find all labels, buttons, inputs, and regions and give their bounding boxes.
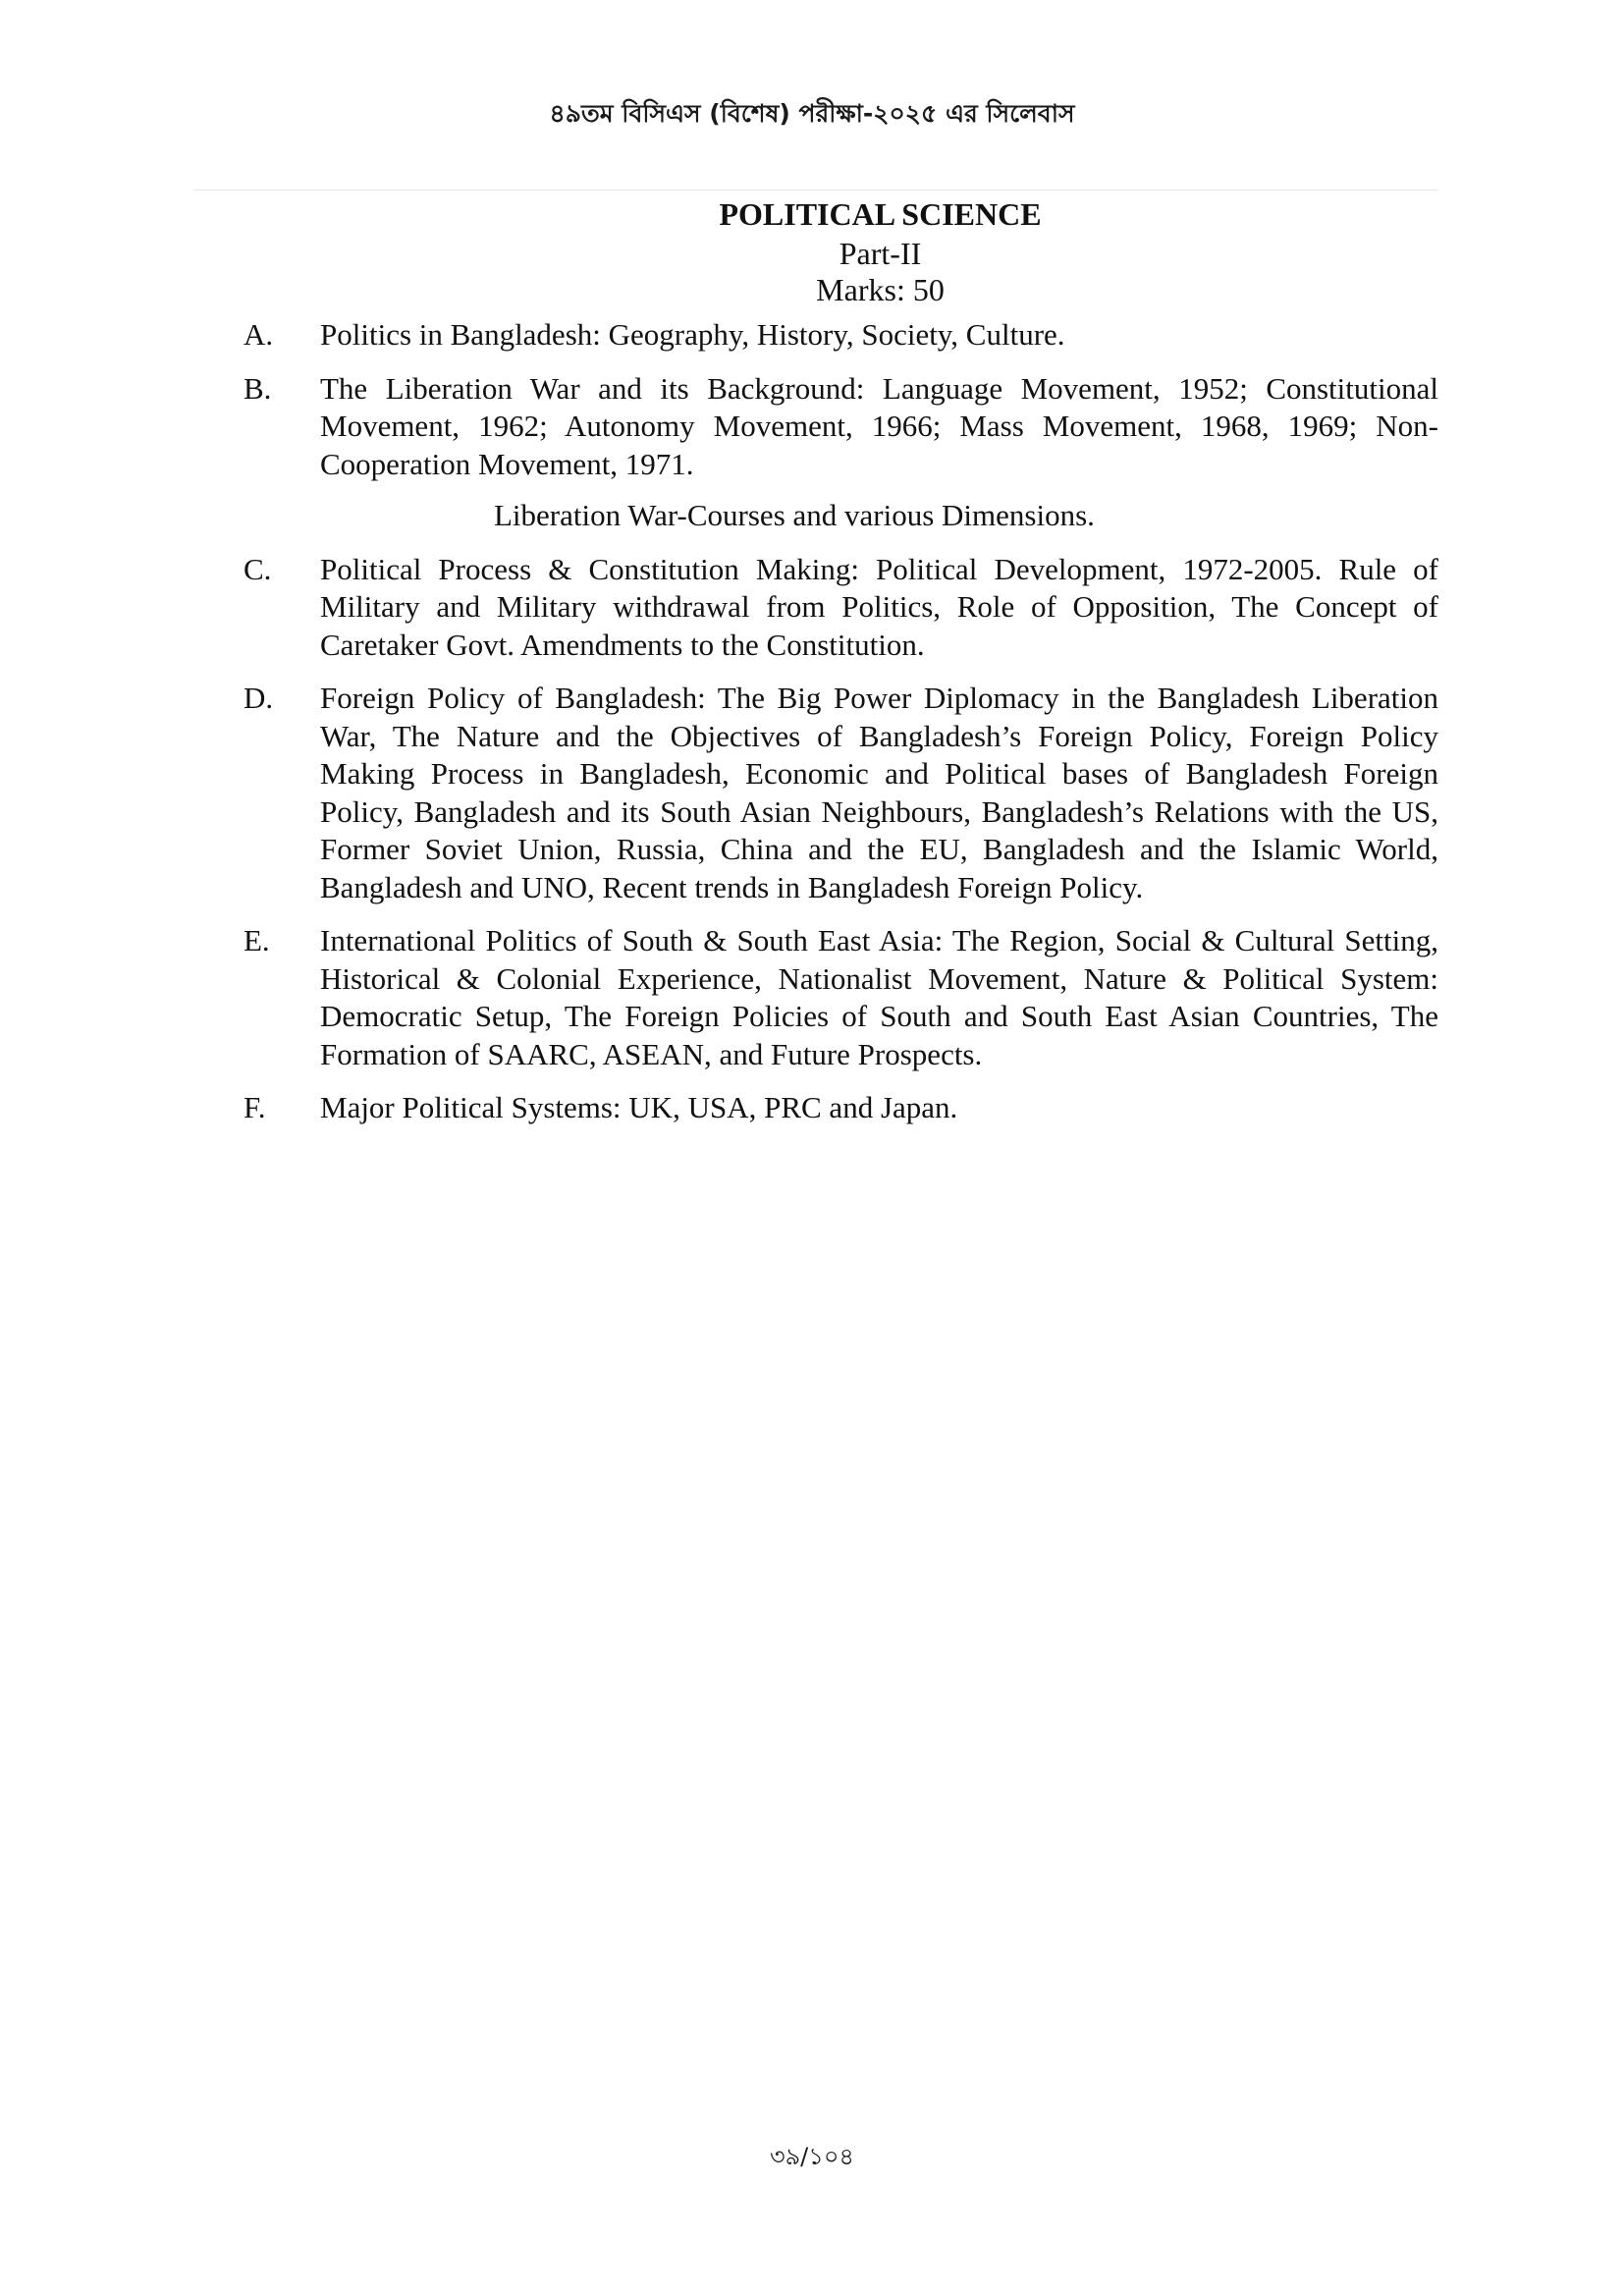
page-header: ৪৯তম বিসিএস (বিশেষ) পরীক্ষা-২০২৫ এর সিলেবাস [549, 99, 1075, 128]
syllabus-content [244, 193, 1438, 1143]
topic-item-e [244, 922, 1438, 1073]
topic-letter: D. [244, 681, 274, 715]
topic-text: The Liberation War and its Background: Language Movement, 1952; Constitutional Movement, 1962; Autonomy Movement, 1966; Mass Movement, 1968, 1969; Non-Cooperation Movement, 1971. [320, 370, 1438, 481]
header-divider [193, 190, 1438, 191]
topic-text: Major Political Systems: UK, USA, PRC and Japan. [320, 1090, 958, 1124]
topic-item-b [244, 370, 1438, 484]
topic-text: Foreign Policy of Bangladesh: The Big Power Diplomacy in the Bangladesh Liberation War, The Nature and the Objectives of Bangladesh’s Foreign Policy, Foreign Policy Making Process in Bangladesh, Economic and Political bases of Bangladesh Foreign Policy, Bangladesh and its South Asian Neighbours, Bangladesh’s Relations with the US, Former Soviet Union, Russia, China and the EU, Bangladesh and the Islamic World, Bangladesh and UNO, Recent trends in Bangladesh Foreign Policy. [320, 681, 1438, 904]
topic-item-f [244, 1089, 1438, 1127]
topic-letter: C. [244, 551, 272, 586]
topic-item-a [244, 316, 1438, 355]
topic-b-subline: Liberation War-Courses and various Dimensions. [494, 498, 1095, 532]
topic-letter: F. [244, 1090, 266, 1124]
topic-text: International Politics of South & South East Asia: The Region, Social & Cultural Setting, Historical & Colonial Experience, Nationalist Movement, Nature & Political System: Democratic Setup, The Foreign Policies of South and South East Asian Countries, The Formation of SAARC, ASEAN, and Future Prospects. [320, 923, 1438, 1071]
subject-title: POLITICAL SCIENCE [719, 196, 1042, 232]
page-number: ৩৯/১০৪ [769, 2143, 855, 2170]
marks-label: Marks: 50 [816, 272, 945, 307]
topic-text: Political Process & Constitution Making: Political Development, 1972-2005. Rule of Military and Military withdrawal from Politics, Role of Opposition, The Concept of Caretaker Govt. Amendments to the Constitution. [320, 551, 1438, 662]
topic-item-d [244, 680, 1438, 906]
topic-letter: B. [244, 370, 272, 406]
topic-text: Politics in Bangladesh: Geography, History, Society, Culture. [320, 317, 1065, 352]
part-label: Part-II [839, 236, 922, 271]
topic-item-c [244, 551, 1438, 665]
topic-letter: E. [244, 923, 270, 957]
topic-letter: A. [244, 317, 274, 352]
topic-list [244, 316, 1438, 1127]
